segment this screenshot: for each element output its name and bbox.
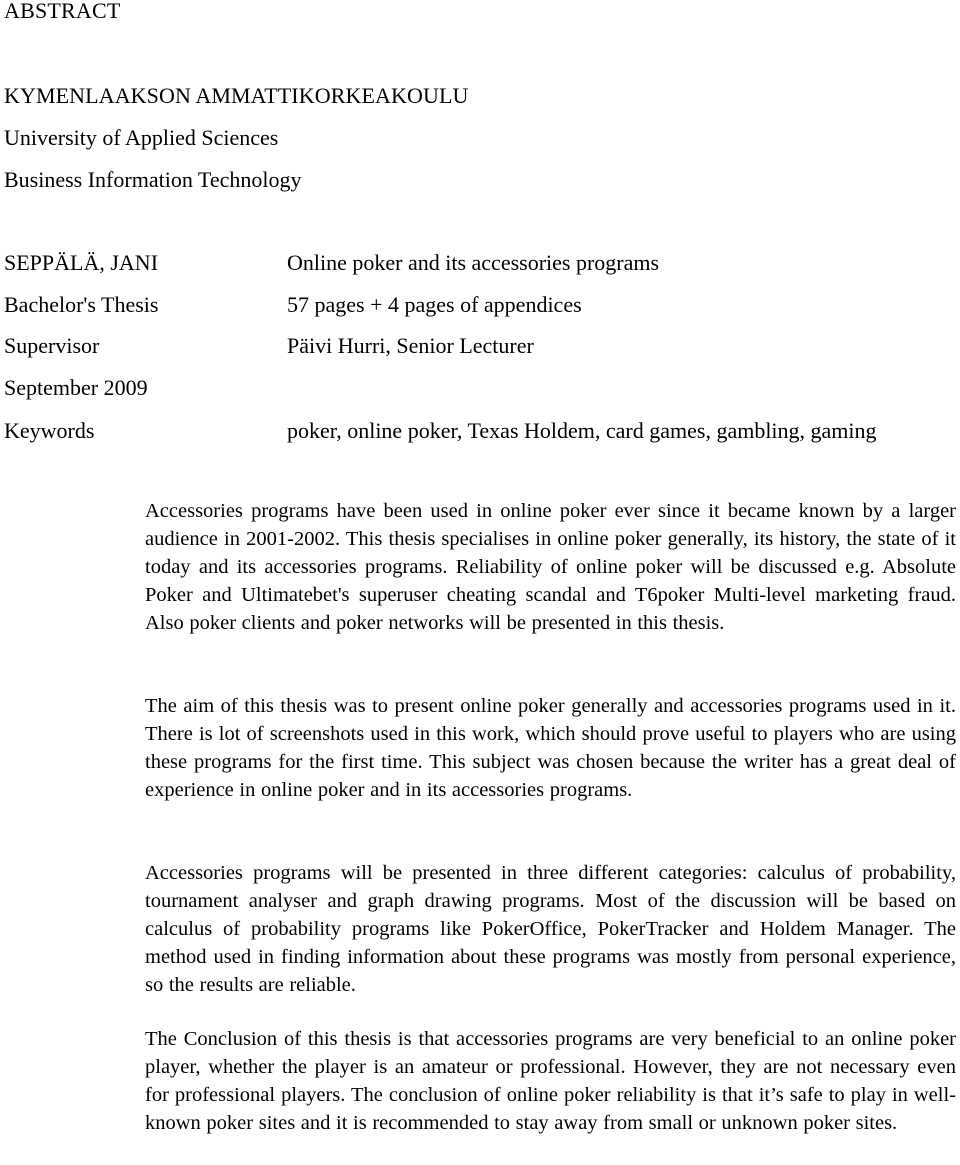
abstract-paragraph: The Conclusion of this thesis is that accessories programs are very beneficial to an online poker player, whether the player is an amateur or professional. However, they are not necessary even for professional players. The conclusion of online poker reliability is that it’s safe to play in well-known poker sites and it is recommended to stay away from small or unknown poker sites. bbox=[145, 1028, 956, 1134]
supervisor-label: Supervisor bbox=[4, 333, 100, 358]
keywords-list: poker, online poker, Texas Holdem, card games, gambling, gaming bbox=[287, 418, 877, 443]
degree-programme: Business Information Technology bbox=[4, 167, 302, 192]
abstract-paragraph: Accessories programs have been used in online poker ever since it became known by a larger audience in 2001-2002. This thesis specialises in online poker generally, its history, the state of it today and its accessories programs. Reliability of online poker will be discussed e.g. Absolute Poker and Ultimatebet's superuser cheating scandal and T6poker Multi-level marketing fraud. Also poker clients and poker networks will be presented in this thesis. bbox=[145, 500, 956, 634]
thesis-type-label: Bachelor's Thesis bbox=[4, 292, 159, 317]
abstract-paragraph: The aim of this thesis was to present online poker generally and accessories programs used in it. There is lot of screenshots used in this work, which should prove useful to players who are using these programs for the first time. This subject was chosen because the writer has a great deal of experience in online poker and in its accessories programs. bbox=[145, 695, 956, 801]
institution-subtitle: University of Applied Sciences bbox=[4, 125, 279, 150]
institution-name: KYMENLAAKSON AMMATTIKORKEAKOULU bbox=[4, 83, 469, 108]
thesis-date: September 2009 bbox=[4, 375, 148, 400]
author-name: SEPPÄLÄ, JANI bbox=[4, 250, 159, 275]
page-title: ABSTRACT bbox=[4, 0, 121, 23]
keywords-label: Keywords bbox=[4, 418, 95, 443]
supervisor-name: Päivi Hurri, Senior Lecturer bbox=[287, 333, 534, 358]
thesis-title: Online poker and its accessories programs bbox=[287, 250, 660, 275]
abstract-paragraph: Accessories programs will be presented in three different categories: calculus of probability, tournament analyser and graph drawing programs. Most of the discussion will be based on calculus of probability programs like PokerOffice, PokerTracker and Holdem Manager. The method used in finding information about these programs was mostly from personal experience, so the results are reliable. bbox=[145, 862, 956, 996]
page-count: 57 pages + 4 pages of appendices bbox=[287, 292, 582, 317]
